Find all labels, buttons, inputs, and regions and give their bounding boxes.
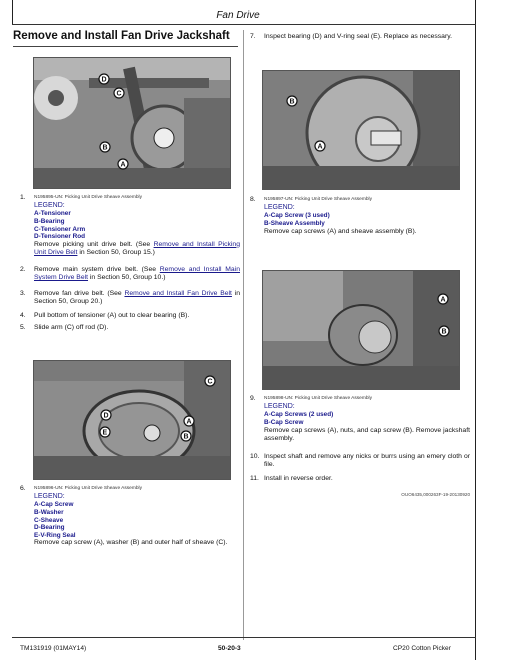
figure-caption: N195897-UN: Picking Unit Drive Sheave Assembly (264, 197, 372, 202)
callout-a (184, 416, 194, 426)
figure-sheave-assembly (262, 70, 460, 190)
legend-item: B-Bearing (34, 218, 65, 225)
step-number: 1. (20, 194, 26, 201)
column-separator (243, 30, 244, 640)
section-title: Remove and Install Fan Drive Jackshaft (13, 30, 238, 47)
legend-item: A-Cap Screw (34, 501, 74, 509)
footer-manual-number: TM131919 (01MAY14) (20, 645, 87, 652)
right-margin-line (475, 0, 476, 660)
svg-text:C: C (116, 90, 122, 98)
step-number: 2. (20, 266, 26, 273)
step-number: 9. (250, 395, 256, 402)
callout-e (100, 427, 110, 437)
link-fan-drive-belt[interactable]: Remove and Install Fan Drive Belt (124, 290, 232, 297)
svg-text:C: C (207, 378, 213, 386)
callout-a (438, 294, 448, 304)
svg-text:A: A (120, 161, 126, 169)
svg-text:B: B (102, 144, 108, 152)
svg-text:B: B (441, 328, 447, 336)
svg-text:D: D (101, 76, 107, 84)
step-number: 3. (20, 290, 26, 297)
step-text: Remove picking unit drive belt. (See Remove and Install Picking Unit Drive Belt in Section 50, Group 15.) (34, 240, 240, 257)
figure-caption: N195896-UN: Picking Unit Drive Sheave Assembly (34, 486, 142, 491)
svg-text:D: D (103, 412, 109, 420)
step-text: Remove cap screws (A), nuts, and cap screw (B). Remove jackshaft assembly. (264, 426, 470, 442)
step-number: 5. (20, 324, 26, 331)
link-main-system-drive-belt[interactable]: Remove and Install Main System Drive Belt (34, 266, 240, 282)
svg-text:A: A (317, 143, 323, 151)
figure-sheave (33, 360, 231, 480)
legend-item: B-Cap Screw (264, 419, 304, 426)
step-number: 8. (250, 196, 256, 203)
legend-item: A-Cap Screws (2 used) (264, 411, 334, 419)
step-number: 4. (20, 312, 26, 319)
svg-text:E: E (102, 429, 108, 437)
document-id: OUO6435,000263F-19-20130920 (401, 492, 470, 497)
svg-text:A: A (186, 418, 192, 426)
legend-item: B-Sheave Assembly (264, 220, 325, 227)
callout-b (287, 96, 297, 106)
step-text: Inspect bearing (D) and V-ring seal (E). Replace as necessary. (264, 33, 453, 40)
step-number: 11. (250, 475, 259, 482)
legend-item: A-Cap Screw (3 used) (264, 212, 330, 220)
step-number: 6. (20, 485, 26, 492)
step-text: Install in reverse order. (264, 475, 333, 482)
legend-title: LEGEND: (264, 204, 295, 212)
callout-a (315, 141, 325, 151)
step-text: Remove cap screws (A) and sheave assembly (B). (264, 227, 417, 235)
figure-caption: N195898-UN: Picking Unit Drive Sheave Assembly (264, 396, 372, 401)
svg-text:B: B (183, 433, 189, 441)
footer-rule (12, 637, 476, 638)
step-text: Remove main system drive belt. (See Remove and Install Main System Drive Belt in Section 50, Group 10.) (34, 266, 240, 282)
callout-c (114, 88, 124, 98)
callout-a (118, 159, 128, 169)
legend-item: A-Tensioner (34, 210, 71, 218)
legend-item: C-Sheave (34, 516, 64, 524)
callout-b (181, 431, 191, 441)
svg-text:B: B (289, 98, 295, 106)
legend-title: LEGEND: (264, 403, 295, 411)
link-picking-unit-drive-belt[interactable]: Remove and Install Picking Unit Drive Belt (34, 240, 240, 257)
figure-tensioner (33, 57, 231, 189)
legend-item: E-V-Ring Seal (34, 531, 76, 539)
step-number: 10. (250, 453, 260, 460)
callout-d (101, 410, 111, 420)
step-number: 7. (250, 33, 256, 40)
legend-title: LEGEND: (34, 202, 65, 210)
callout-b (100, 142, 110, 152)
header-title: Fan Drive (216, 10, 260, 21)
legend-item: C-Tensioner Arm (34, 225, 86, 233)
figure-caption: N195895-UN: Picking Unit Drive Sheave Assembly (34, 195, 142, 200)
legend-item: B-Washer (34, 509, 64, 516)
callout-c (205, 376, 215, 386)
step-text: Remove cap screw (A), washer (B) and outer half of sheave (C). (34, 539, 228, 547)
step-text: Inspect shaft and remove any nicks or burrs using an emery cloth or file. (264, 453, 470, 469)
figure-jackshaft (262, 270, 460, 390)
footer-page-number: 50-20-3 (218, 645, 241, 652)
svg-text:A: A (440, 296, 446, 304)
legend-title: LEGEND: (34, 493, 65, 501)
step-text: Slide arm (C) off rod (D). (34, 324, 109, 331)
step-text: Remove fan drive belt. (See Remove and Install Fan Drive Belt in Section 50, Group 20.) (34, 290, 240, 306)
footer-product-name: CP20 Cotton Picker (393, 645, 451, 652)
header-rule (12, 24, 476, 25)
step-text: Pull bottom of tensioner (A) out to clear bearing (B). (34, 312, 190, 319)
legend-item: D-Bearing (34, 524, 65, 532)
callout-b (439, 326, 449, 336)
legend-item: D-Tensioner Rod (34, 233, 86, 241)
callout-d (99, 74, 109, 84)
